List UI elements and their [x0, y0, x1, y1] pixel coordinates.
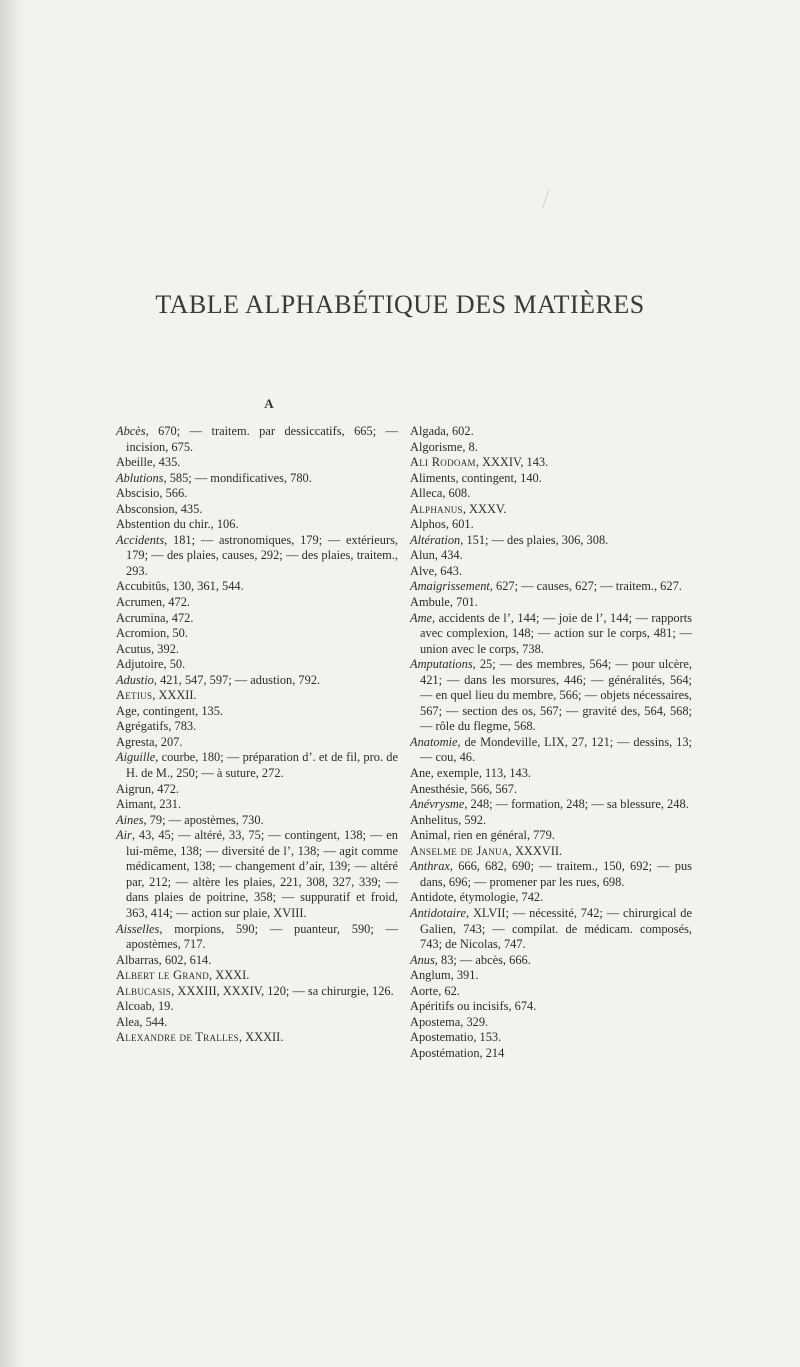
index-entry	[116, 486, 398, 502]
index-entry	[410, 953, 692, 969]
index-entry	[410, 471, 692, 487]
entry-references: , contingent, 140.	[455, 470, 542, 485]
entry-headword: Apostémation	[410, 1045, 480, 1060]
entry-headword: Acrumina	[116, 610, 166, 625]
index-entry	[116, 1030, 398, 1046]
index-entry	[116, 455, 398, 471]
entry-headword: Accubitûs	[116, 579, 167, 594]
index-entry	[116, 595, 398, 611]
entry-headword: Alun	[410, 548, 435, 563]
index-entry	[410, 533, 692, 549]
index-entry	[116, 750, 398, 781]
entry-headword: Aines	[116, 812, 144, 827]
index-entry	[410, 984, 692, 1000]
entry-headword: Acromion	[116, 626, 167, 641]
index-entry	[116, 533, 398, 580]
entry-headword: Ame	[410, 610, 433, 625]
entry-headword: Abeille	[116, 455, 153, 470]
entry-references: , 43, 45; — altéré, 33, 75; — contingent, 138; — en lui-même, 138; — diversité de l’, 138; — agit comme médicament, 138; — changement d’air, 139; — altéré par, 212; — altère les plaies, 221, 308, 327, 339; — dans plaies de poitrine, 358; — suppuratif et froid, 363, 414; — action sur plaie, XVIII.	[126, 828, 398, 920]
entry-references: , 566, 567.	[464, 781, 518, 796]
entry-headword: Aisselles	[116, 921, 160, 936]
entry-headword: Aetius	[116, 688, 153, 703]
entry-headword: Acutus	[116, 641, 152, 656]
entry-references: , 434.	[434, 548, 463, 563]
entry-headword: Abcès	[116, 424, 146, 438]
entry-headword: Anhelitus	[410, 812, 459, 827]
index-entry	[410, 1015, 692, 1031]
entry-references: , 151; — des plaies, 306, 308.	[460, 532, 609, 547]
entry-references: , 472.	[162, 595, 190, 610]
index-entry	[410, 548, 692, 564]
index-entry	[410, 455, 692, 471]
entry-references: , XXXI.	[209, 968, 250, 983]
entry-headword: Agrégatifs	[116, 719, 169, 734]
entry-headword: Ali Rodoam	[410, 455, 476, 470]
entry-headword: Alphanus	[410, 501, 463, 516]
index-entry	[116, 968, 398, 984]
entry-references: , 130, 361, 544.	[166, 579, 244, 594]
entry-references: , 248; — formation, 248; — sa blessure, 248.	[464, 797, 689, 812]
entry-headword: Acrumen	[116, 595, 163, 610]
entry-references: , 214	[479, 1045, 505, 1060]
entry-headword: Anévrysme	[410, 797, 465, 812]
entry-headword: Anus	[410, 952, 435, 967]
index-entry	[410, 859, 692, 890]
entry-references: , 392.	[151, 641, 179, 656]
index-entry	[410, 890, 692, 906]
index-entry	[410, 999, 692, 1015]
index-entry	[410, 797, 692, 813]
entry-references: , 106.	[210, 517, 239, 532]
entry-headword: Absconsion	[116, 501, 175, 516]
index-entry	[410, 828, 692, 844]
entry-headword: Alphos	[410, 517, 446, 532]
index-entry	[116, 953, 398, 969]
entry-references: , 207.	[154, 734, 183, 749]
entry-headword: Alea	[116, 1014, 140, 1029]
entry-headword: Antidote	[410, 890, 454, 905]
entry-references: , 391.	[450, 968, 479, 983]
entry-headword: Ablutions	[116, 470, 164, 485]
entry-references: , rien en général, 779.	[447, 828, 555, 843]
index-entry	[116, 502, 398, 518]
entry-references: , 674.	[508, 999, 537, 1014]
entry-references: , XXXII.	[238, 1030, 284, 1045]
entry-references: , 472.	[165, 610, 194, 625]
index-entry	[116, 673, 398, 689]
entry-references: , 602.	[445, 424, 474, 438]
entry-headword: Accidents	[116, 532, 165, 547]
entry-headword: Alcoab	[116, 999, 152, 1014]
entry-references: , courbe, 180; — préparation d’. et de fil, pro. de H. de M., 250; — à suture, 272.	[126, 750, 398, 781]
index-entry	[116, 642, 398, 658]
entry-references: , de Mondeville, LIX, 27, 121; — dessins, 13; — cou, 46.	[420, 734, 692, 765]
index-entry	[116, 813, 398, 829]
index-entry	[410, 564, 692, 580]
entry-headword: Aigrun	[116, 781, 152, 796]
entry-references: , 601.	[445, 517, 474, 532]
index-entry	[410, 968, 692, 984]
entry-references: , XLVII; — nécessité, 742; — chirurgical de Galien, 743; — compilat. de médicam. composés, 743; de Nicolas, 747.	[420, 905, 692, 952]
index-entry	[116, 688, 398, 704]
entry-references: , 566.	[159, 486, 188, 501]
entry-headword: Abstention du chir.	[116, 517, 211, 532]
entry-references: , 231.	[153, 797, 182, 812]
entry-references: , 79; — apostèmes, 730.	[143, 812, 264, 827]
entry-references: , 666, 682, 690; — traitem., 150, 692; — pus dans, 696; — promener par les rues, 698.	[420, 859, 692, 889]
index-entry	[410, 440, 692, 456]
section-letter: A	[264, 396, 274, 411]
entry-headword: Antidotaire	[410, 905, 466, 920]
entry-references: , 83; — abcès, 666.	[434, 952, 531, 967]
entry-headword: Adustio	[116, 672, 154, 687]
entry-references: , 585; — mondificatives, 780.	[163, 470, 312, 485]
index-entry	[116, 719, 398, 735]
index-entry	[116, 782, 398, 798]
index-entry	[410, 782, 692, 798]
entry-references: , 670; — traitem. par dessiccatifs, 665; — incision, 675.	[126, 424, 398, 454]
index-entry	[116, 1015, 398, 1031]
entry-references: , 181; — astronomiques, 179; — extérieurs, 179; — des plaies, causes, 292; — des plaies, traitem., 293.	[126, 532, 398, 578]
entry-references: , morpions, 590; — puanteur, 590; — apostèmes, 717.	[126, 921, 398, 952]
entry-references: , 153.	[473, 1030, 502, 1045]
entry-references: , 602, 614.	[158, 952, 212, 967]
entry-references: , 8.	[462, 439, 478, 454]
entry-headword: Aiguille	[116, 750, 156, 765]
entry-headword: Anesthésie	[410, 781, 465, 796]
index-entry	[116, 735, 398, 751]
index-entry	[116, 657, 398, 673]
entry-references: , 421, 547, 597; — adustion, 792.	[153, 672, 321, 687]
entry-headword: Aliments	[410, 470, 456, 485]
entry-references: , 472.	[151, 781, 179, 796]
entry-references: , 25; — des membres, 564; — pour ulcère, 421; — dans les morsures, 446; — généralités, 564; — en quel lieu du membre, 566; — objets nécessaires, 567; — section des os, 567; — gravité des, 564, 568; — rôle du flegme, 568.	[420, 657, 692, 734]
entry-references: , 608.	[442, 486, 471, 501]
entry-headword: Alleca	[410, 486, 443, 501]
entry-references: , contingent, 135.	[136, 703, 224, 718]
index-column-right	[410, 424, 692, 1061]
entry-headword: Alexandre de Tralles	[116, 1030, 239, 1045]
entry-headword: Anselme de Janua	[410, 843, 509, 858]
entry-headword: Age	[116, 703, 137, 718]
index-entry	[410, 611, 692, 658]
entry-references: , 19.	[151, 999, 174, 1014]
index-entry	[410, 502, 692, 518]
index-entry	[410, 1030, 692, 1046]
index-entry	[116, 424, 398, 455]
entry-references: , 643.	[434, 563, 462, 578]
index-entry	[410, 813, 692, 829]
index-entry	[410, 595, 692, 611]
index-entry	[116, 579, 398, 595]
index-entry	[410, 486, 692, 502]
index-column-left	[116, 424, 398, 1046]
entry-references: , 701.	[449, 595, 478, 610]
entry-references: , 592.	[458, 812, 487, 827]
index-entry	[116, 471, 398, 487]
index-entry	[116, 828, 398, 921]
entry-headword: Albert le Grand	[116, 968, 210, 983]
entry-references: , 329.	[460, 1014, 489, 1029]
entry-headword: Anthrax	[410, 859, 450, 874]
entry-references: , 62.	[438, 983, 460, 998]
entry-headword: Apéritifs ou incisifs	[410, 999, 509, 1014]
page-edge-shadow	[0, 0, 26, 1367]
entry-references: , accidents de l’, 144; — joie de l’, 144; — rapports avec complexion, 148; — action sur le corps, 481; — union avec le corps, 738.	[420, 610, 692, 656]
entry-references: , 783.	[168, 719, 197, 734]
entry-headword: Albarras	[116, 952, 159, 967]
entry-references: , 50.	[163, 657, 186, 672]
entry-references: , 50.	[166, 626, 188, 641]
index-entry	[410, 657, 692, 735]
index-entry	[116, 626, 398, 642]
index-entry	[410, 735, 692, 766]
entry-headword: Algorisme	[410, 439, 463, 454]
entry-headword: Air	[116, 828, 132, 843]
index-entry	[116, 517, 398, 533]
entry-references: , 435.	[152, 455, 181, 470]
entry-references: , étymologie, 742.	[453, 890, 544, 905]
entry-headword: Ane	[410, 766, 431, 781]
entry-headword: Algada	[410, 424, 446, 438]
entry-headword: Ambule	[410, 595, 450, 610]
index-entry	[410, 1046, 692, 1062]
entry-headword: Apostema	[410, 1014, 461, 1029]
index-entry	[410, 579, 692, 595]
entry-headword: Adjutoire	[116, 657, 164, 672]
index-entry	[116, 797, 398, 813]
page-title: TABLE ALPHABÉTIQUE DES MATIÈRES	[155, 290, 645, 319]
entry-headword: Apostematio	[410, 1030, 474, 1045]
entry-headword: Anatomie	[410, 734, 458, 749]
entry-references: , 544.	[139, 1014, 168, 1029]
index-entry	[116, 704, 398, 720]
entry-headword: Alve	[410, 563, 435, 578]
entry-headword: Anglum	[410, 968, 451, 983]
entry-references: , XXXIII, XXXIV, 120; — sa chirurgie, 126.	[171, 983, 394, 998]
entry-references: , 435.	[174, 501, 203, 516]
entry-references: , XXXV.	[462, 501, 507, 516]
entry-headword: Altération	[410, 532, 461, 547]
entry-headword: Aorte	[410, 983, 439, 998]
entry-headword: Abscisio	[116, 486, 160, 501]
index-entry	[410, 844, 692, 860]
entry-headword: Aimant	[116, 797, 154, 812]
index-entry	[116, 611, 398, 627]
entry-references: , XXXIV, 143.	[475, 455, 549, 470]
entry-headword: Amputations	[410, 657, 473, 672]
entry-references: , 627; — causes, 627; — traitem., 627.	[489, 579, 682, 594]
index-entry	[410, 906, 692, 953]
index-entry	[116, 999, 398, 1015]
index-entry	[116, 984, 398, 1000]
entry-headword: Animal	[410, 828, 448, 843]
entry-references: , exemple, 113, 143.	[430, 766, 532, 781]
entry-headword: Albucasis	[116, 983, 172, 998]
entry-headword: Agresta	[116, 734, 155, 749]
index-entry	[116, 922, 398, 953]
entry-headword: Amaigrissement	[410, 579, 490, 594]
index-entry	[410, 424, 692, 440]
index-entry	[410, 517, 692, 533]
entry-references: , XXXII.	[152, 688, 197, 703]
paper-mark	[542, 189, 555, 210]
index-entry	[410, 766, 692, 782]
entry-references: , XXXVII.	[508, 843, 563, 858]
